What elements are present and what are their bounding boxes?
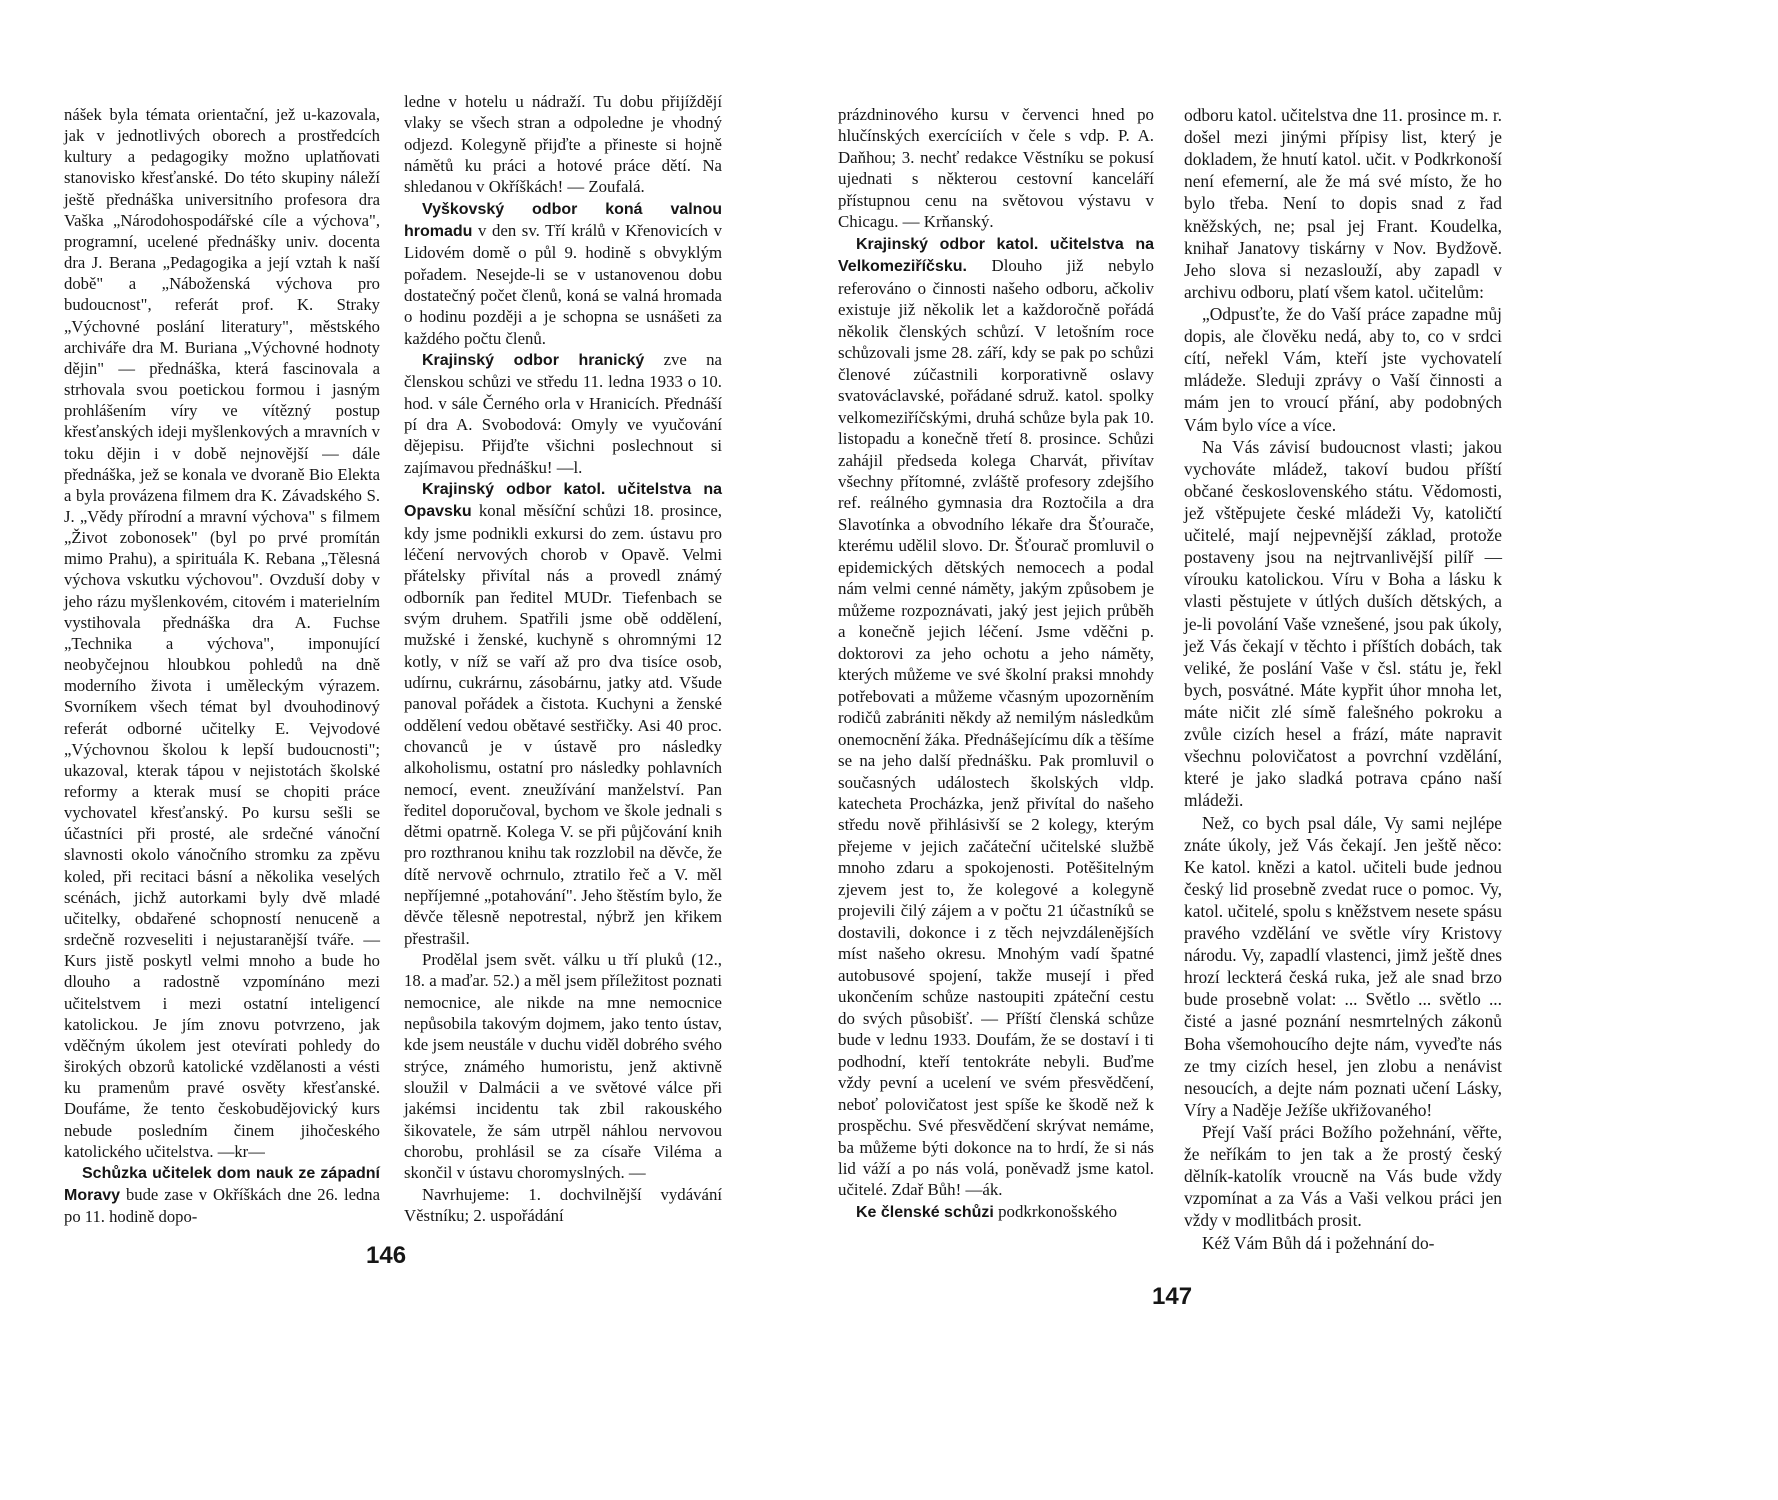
left-page: [0, 0, 880, 1500]
paragraph: [838, 233, 1154, 1201]
paragraph-text: Kéž Vám Bůh dá i požehnání do-: [1202, 1232, 1435, 1253]
paragraph: [1184, 436, 1502, 812]
paragraph-text: bude zase v Okříškách dne 26. ledna po 11. hodině dopo-: [64, 1184, 380, 1227]
paragraph-text: konal měsíční schůzi 18. prosince, kdy jsme podnikli exkursi do zem. ústavu pro léčení nervových chorob v Opavě. Velmi přátelsky přivítal nás a provedl známý odborník pan ředitel MUDr. Tiefenbach se svým druhem. Spatřili jsme obě oddělení, mužské i ženské, kuchyně s ohromnými 12 kotly, v níž se vaří až pro dva tisíce osob, udírnu, cukrárnu, zásobárnu, jatky atd. Všude panoval pořádek a čistota. Kuchyni a ženské oddělení vedou obětavé sestřičky. Asi 40 proc. chovanců je v ústavě pro následky alkoholismu, ostatní pro následky pohlavních nemocí, event. zneužívání manželství. Pan ředitel doporučoval, bychom ve škole jednali s dětmi opatrně. Kolega V. se při půjčování knih pro rozthranou knihu tak rozzlobil na děvče, že dítě nervově ochrnulo, ztratilo řeč a V. měl nepříjemné „potahování". Jeho štěstím bylo, že děvče tělesně nepotrestal, nýbrž jen křikem přestrašil.: [404, 501, 722, 948]
paragraph: [1184, 104, 1502, 303]
paragraph: [64, 1162, 380, 1227]
paragraph-text: nášek byla témata orientační, jež u-kazovala, jak v jednotlivých oborech a prostředcích kultury a pedagogiky možno uplatňovati stanovisko křesťanské. Do této skupiny náleží ještě přednáška universitního profesora dra Vaška „Národohospodářské cíle a výchova", programní, ucelené přednášky univ. docenta dra J. Berana „Pedagogika a její vztah k naší době" a „Náboženská výchova pro budoucnost", referát prof. K. Straky „Výchovné poslání literatury", městského archiváře dra M. Buriana „Výchovné hodnoty dějin" — přednáška, která fascinovala a strhovala svou poetickou formou i jasným prohlášením víry ve vítězný postup křesťanských ideji myšlenkových a mravních v toku dějin i v době nejnovější — dále přednáška, jež se konala ve dvoraně Bio Elekta a byla provázena filmem dra K. Závadského S. J. „Vědy přírodní a mravní výchova" s filmem „Život zobonosek" (byl po prvé promítán mimo Prahu), a spirituála K. Rebana „Tělesná výchova vskutku výchovou". Ovzduší doby v jeho rázu myšlenkovém, citovém i materielním vystihovala přednáška dra A. Fuchse „Technika a výchova", imponující neobyčejnou hloubkou pohledů na dně moderního života i uměleckým výrazem. Svorníkem všech témat byl dvouhodinový referát odborné učitelky E. Vejvodové „Výchovnou školou k lepší budoucnosti"; ukazoval, kterak tápou v nejistotách školské reformy a kterak musí se chopiti práce vychovatel křesťanský. Po kursu sešli se účastníci při prosté, ale srdečné vánoční slavnosti okolo vánočního stromku za zpěvu koled, při recitaci básní a několika veselých scénách, jichž autorkami byly dvě mladé učitelky, obdařené schopností nenuceně a srdečně rozveseliti i nejustaranější tváře. — Kurs jistě poskytl velmi mnoho a bude ho dlouho a radostně vzpomínáno mezi učitelstvem i mezi ostatní inteligencí katolickou. Je jím znovu potvrzeno, jak vděčným úkolem jest otevírati pohledy do širokých obzorů katolické vzdělanosti a vésti ku pramenům pravé osvěty křesťanské. Doufáme, že tento českobudějovický kurs nebude posledním činem jihočeského katolického učitelstva. —kr—: [64, 105, 380, 1161]
paragraph-heading: Krajinský odbor katol. učitelstva na Velkomeziříčsku.: [838, 235, 1154, 276]
page-number-146: 146: [366, 1242, 407, 1269]
paragraph-text: podkrkonošského: [993, 1201, 1118, 1221]
paragraph-text: Navrhujeme: 1. dochvilnější vydávání Věstníku; 2. uspořádání: [404, 1184, 722, 1226]
left-column-2: [404, 91, 722, 1226]
paragraph-text: Dlouho již nebylo referováno o činnosti našeho odboru, ačkoliv existuje již několik let a každoročně pořádá několik členských schůzí. V letošním roce schůzovali jsme 28. září, kdy se pak po schůzi členové zúčastnili korporativně oslavy svatováclavské, pořádané sdruž. katol. spolky velkomeziříčskými, druhá schůze byla pak 10. listopadu a konečně třetí 8. prosince. Schůzi zahájil předseda kolega Charvát, přivítav všechny přítomné, zvláště profesory zdejšího ref. reálného gymnasia dra Roztočila a dra Slavotínka a obvodního lékaře dra Šťourače, kterému udělil slovo. Dr. Šťourač promluvil o epidemických dětských nemocech a podal nám velmi cenné náměty, jakým způsobem je můžeme rozpoznávati, jaký jest jejich průběh a konečně jejich léčení. Jsme vděčni p. doktorovi za jeho ochotu a jeho náměty, kterých můžeme ve své školní praksi mnohdy potřebovati a můžeme včasným upozorněním rodičů zabrániti někdy až nemilým následkům onemocnění žáka. Přednášejícímu dík a těšíme se na jeho další přednášku. Pak promluvil o současných událostech školských vldp. katecheta Procházka, jenž přivítal do našeho středu nově přihlásivší se 2 kolegy, kterým přejeme v jejich začáteční učitelské službě mnoho zdaru a spokojenosti. Potěšitelným zjevem jest to, že kolegové a kolegyně projevili čilý zájem a v počtu 21 účastníků se dostavili, dokonce i z těch nejvzdálenějších míst našeho okresu. Mnohým vadí špatné autobusové spojení, takže musejí i před ukončením schůze nastoupiti zpáteční cestu do svých působišť. — Příští členská schůze bude v lednu 1933. Doufám, že se dostaví i ti podhodní, kteří tentokráte nebyli. Buďme vždy pevní a ucelení ve svém přesvědčení, neboť polovičatost jest spíše ke škodě než k prospěchu. Své přesvědčení skrývat nemáme, ba můžeme býti dokonce na to hrdí, že si nás lid váží a po nás volá, poněvadž jsme katol. učitelé. Zdař Bůh! —ák.: [838, 256, 1154, 1200]
paragraph-text: zve na členskou schůzi ve středu 11. ledna 1933 o 10. hod. v sále Černého orla v Hranicích. Přednáší pí dra A. Svobodová: Omyly ve vyučování dějepisu. Přijďte všichni poslechnout si zajímavou přednášku! —l.: [404, 349, 722, 477]
paragraph-heading: Ke členské schůzi: [856, 1203, 994, 1221]
paragraph-text: Prodělal jsem svět. válku u tří pluků (12., 18. a maďar. 52.) a měl jsem příležitost poznati nemocnice, ale nikde na mne nemocnice nepůsobila takovým dojmem, jako tento ústav, kde jsem neustále v duchu viděl dobrého svého strýce, známého humoristu, jenž aktivně sloužil v Dalmácii a ve světové válce při jakémsi incidentu tak zbil rakouského šikovatele, že sám utrpěl náhlou nervovou chorobu, prohlásil se za císaře Viléma a skončil v ústavu choromyslných. —: [404, 950, 722, 1183]
paragraph-text: prázdninového kursu v červenci hned po hlučínských exercíciích v čele s vdp. P. A. Daňhou; 3. nechť redakce Věstníku se pokusí ujednati s některou cestovní kanceláří přístupnou cenu na světovou výstavu v Chicagu. — Krňanský.: [838, 105, 1154, 232]
paragraph: [1184, 812, 1502, 1122]
paragraph: [404, 198, 722, 349]
paragraph: [838, 1201, 1154, 1223]
paragraph-text: Než, co bych psal dále, Vy sami nejlépe znáte úkoly, jež Vás čekají. Jen ještě něco: Ke katol. knězi a katol. učiteli bude jednou český lid prosebně zvedat ruce o pomoc. Vy, katol. učitelé, spolu s kněžstvem nesete spásu pravého vzdělání ve světle víry Kristovy národu. Vy, zapadlí vlastenci, jimž ještě dnes hrozí leckterá česká ruka, jež ale snad brzo bude prosebně volat: ... Světlo ... světlo ... čisté a jasné poznání nesmrtelných zákonů Boha všemohoucího dejte nám, vyveďte nás ze tmy cizích hesel, jen zlobu a nenávist nesoucích, a dejte nám poznati učení Lásky, Víry a Naděje Ježíše ukřižovaného!: [1184, 812, 1502, 1120]
left-column-1: [64, 104, 380, 1227]
paragraph: [404, 949, 722, 1184]
paragraph-heading: Schůzka učitelek dom nauk ze západní Moravy: [64, 1164, 380, 1204]
paragraph: [404, 1184, 722, 1227]
paragraph-text: odboru katol. učitelstva dne 11. prosince m. r. došel mezi jinými přípisy list, který je dokladem, že hnutí katol. učit. v Podkrkonoší není efemerní, ale že má své místo, že ho bylo třeba. Není to dopis snad z řad kněžských, ne; psal jej Frant. Koudelka, knihař Janatovy tiskárny v Nov. Bydžově. Jeho slova si nezaslouží, aby zapadl v archivu odboru, platí všem katol. učitelům:: [1184, 105, 1502, 302]
right-page: [838, 0, 1778, 1500]
paragraph: [1184, 303, 1502, 436]
paragraph: [64, 104, 380, 1162]
paragraph-text: v den sv. Tří králů v Křenovicích v Lidovém domě o půl 9. hodině s obvyklým pořadem. Nesejde-li se v ustanovenou dobu dostatečný počet členů, koná se valná hromada o hodinu později a je schopna se usnášeti za každého počtu členů.: [404, 220, 722, 348]
right-column-1: [838, 104, 1154, 1223]
paragraph: [838, 104, 1154, 233]
paragraph: [404, 91, 722, 198]
paragraph: [1184, 1232, 1502, 1254]
paragraph-text: Na Vás závisí budoucnost vlasti; jakou vychováte mládež, takoví budou příští občané československého státu. Vědomosti, jež vštěpujete české mládeži Vy, katoličtí učitelé, mají nejpevnější základ, protože postaveny jsou na nejtrvanlivější pilíř — vírouku katolickou. Víru v Boha a lásku k vlasti pěstujete v útlých duších dětských, a je-li povolání Vaše vznešené, jsou pak úkoly, jež Vás čekají v těchto i příštích dobách, tak veliké, že poslání Vaše v čsl. státu je, řekl bych, posvátné. Máte kypřit úhor mnoha let, máte ničit zlé símě falešného pokroku a zvůle cizích hesel a frází, máte napravit všechnu polovičatost a povrchní vzdělání, které je jako sladká potrava cpáno naší mládeži.: [1184, 436, 1502, 811]
paragraph-heading: Krajinský odbor katol. učitelstva na Opavsku: [404, 480, 722, 521]
paragraph-heading: Vyškovský odbor koná valnou hromadu: [404, 200, 722, 240]
right-column-2: [1184, 104, 1502, 1254]
page-number-147: 147: [1152, 1283, 1193, 1310]
paragraph-text: Přejí Vaší práci Božího požehnání, věřte, že neříkám to jen tak a že prostý český dělník-katolík vroucně na Vás bude vždy vzpomínat a za Vás a Vaši velkou práci jen vždy v modlitbách prosit.: [1184, 1122, 1502, 1231]
paragraph: [1184, 1121, 1502, 1232]
paragraph-heading: Krajinský odbor hranický: [422, 351, 645, 369]
paragraph-text: ledne v hotelu u nádraží. Tu dobu přijíždějí vlaky se všech stran a odpoledne je vhodný odjezd. Kolegyně přijďte a přineste si hojně námětů ku práci a hotové práce dětí. Na shledanou v Okříškách! — Zoufalá.: [404, 92, 722, 197]
paragraph: [404, 478, 722, 949]
paragraph-text: „Odpusťte, že do Vaší práce zapadne můj dopis, ale člověku nedá, aby to, co v srdci cítí, neřekl Vám, kteří jste vychovatelí mládeže. Sleduji zprávy o Vaší činnosti a mám jen to vroucí přání, aby podobných Vám bylo více a více.: [1184, 303, 1502, 435]
paragraph: [404, 349, 722, 478]
